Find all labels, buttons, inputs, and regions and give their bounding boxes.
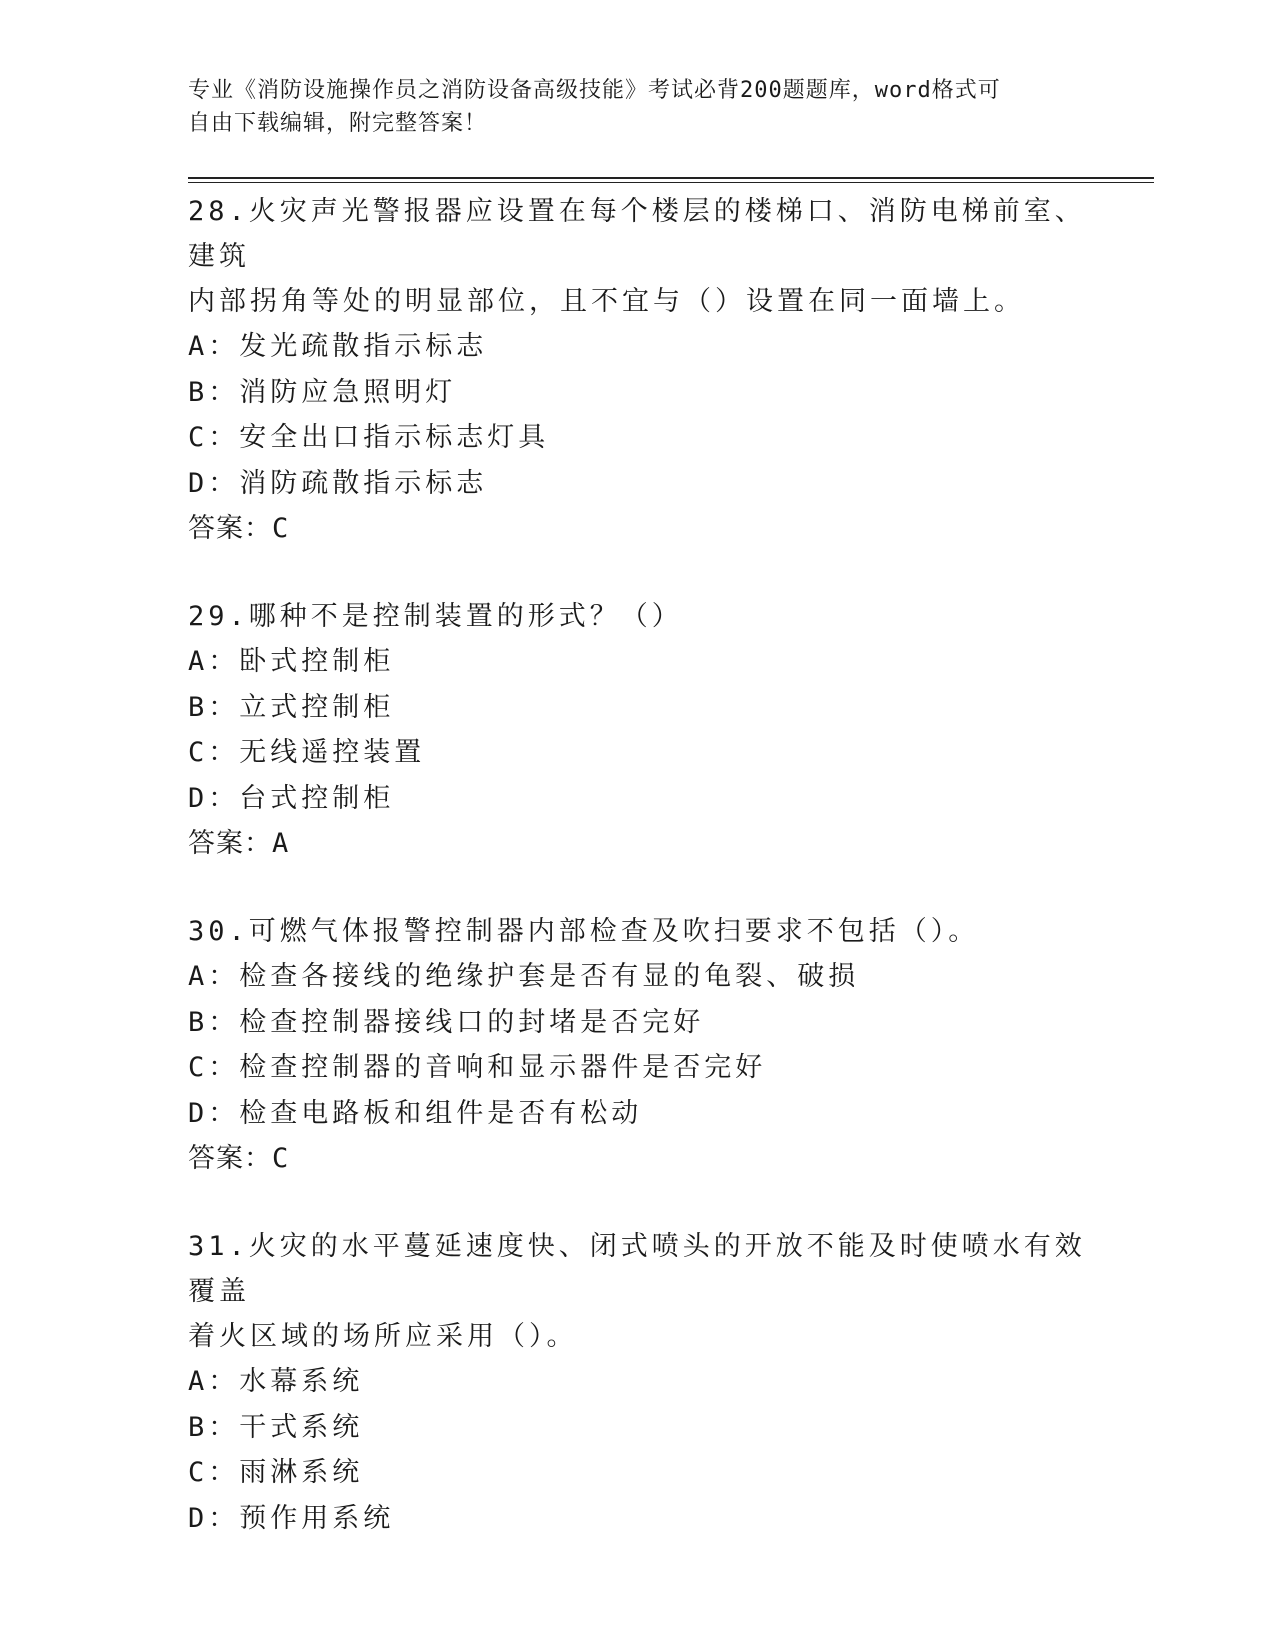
question-text-line: 内部拐角等处的明显部位，且不宜与（）设置在同一面墙上。 [188, 286, 1025, 317]
option-b: B：消防应急照明灯 [188, 376, 457, 408]
option-a: A：卧式控制柜 [188, 646, 395, 677]
answer [188, 821, 1088, 866]
option-b: B：干式系统 [188, 1411, 364, 1443]
question-29 [188, 594, 1088, 866]
option-d: D：检查电路板和组件是否有松动 [188, 1097, 643, 1129]
question-text-line: 着火区域的场所应采用（）。 [188, 1321, 578, 1352]
question-text-line: 31.火灾的水平蔓延速度快、闭式喷头的开放不能及时使喷水有效覆盖 [188, 1231, 1086, 1307]
header-line-2: 自由下载编辑，附完整答案！ [188, 111, 488, 136]
answer-label: 答案： [188, 513, 272, 544]
answer-value: C [272, 513, 290, 544]
answer [188, 506, 1088, 551]
question-28 [188, 189, 1088, 551]
question-31 [188, 1224, 1088, 1541]
option-b: B：立式控制柜 [188, 691, 395, 723]
option-d: D：消防疏散指示标志 [188, 467, 488, 499]
answer-label: 答案： [188, 828, 272, 859]
header-divider-thin [188, 182, 1154, 183]
question-30 [188, 909, 1088, 1181]
option-c: C：雨淋系统 [188, 1457, 364, 1488]
option-c: C：无线遥控装置 [188, 737, 426, 768]
header-line-1: 专业《消防设施操作员之消防设备高级技能》考试必背200题题库，word格式可 [188, 78, 1001, 103]
option-c: C：安全出口指示标志灯具 [188, 422, 550, 453]
question-text-line: 29.哪种不是控制装置的形式？（） [188, 601, 683, 632]
option-a: A：检查各接线的绝缘护套是否有显的龟裂、破损 [188, 961, 860, 992]
question-text-line: 30.可燃气体报警控制器内部检查及吹扫要求不包括（）。 [188, 916, 980, 947]
option-d: D：台式控制柜 [188, 782, 395, 814]
question-list [188, 189, 1088, 1584]
option-d: D：预作用系统 [188, 1502, 395, 1534]
answer-label: 答案： [188, 1143, 272, 1174]
document-header [188, 74, 1068, 140]
header-divider [188, 177, 1154, 179]
answer [188, 1136, 1088, 1181]
question-text-line: 28.火灾声光警报器应设置在每个楼层的楼梯口、消防电梯前室、建筑 [188, 196, 1086, 272]
option-b: B：检查控制器接线口的封堵是否完好 [188, 1006, 705, 1038]
option-c: C：检查控制器的音响和显示器件是否完好 [188, 1052, 767, 1083]
answer-value: A [272, 828, 290, 859]
option-a: A：发光疏散指示标志 [188, 331, 488, 362]
option-a: A：水幕系统 [188, 1366, 364, 1397]
answer-value: C [272, 1143, 290, 1174]
